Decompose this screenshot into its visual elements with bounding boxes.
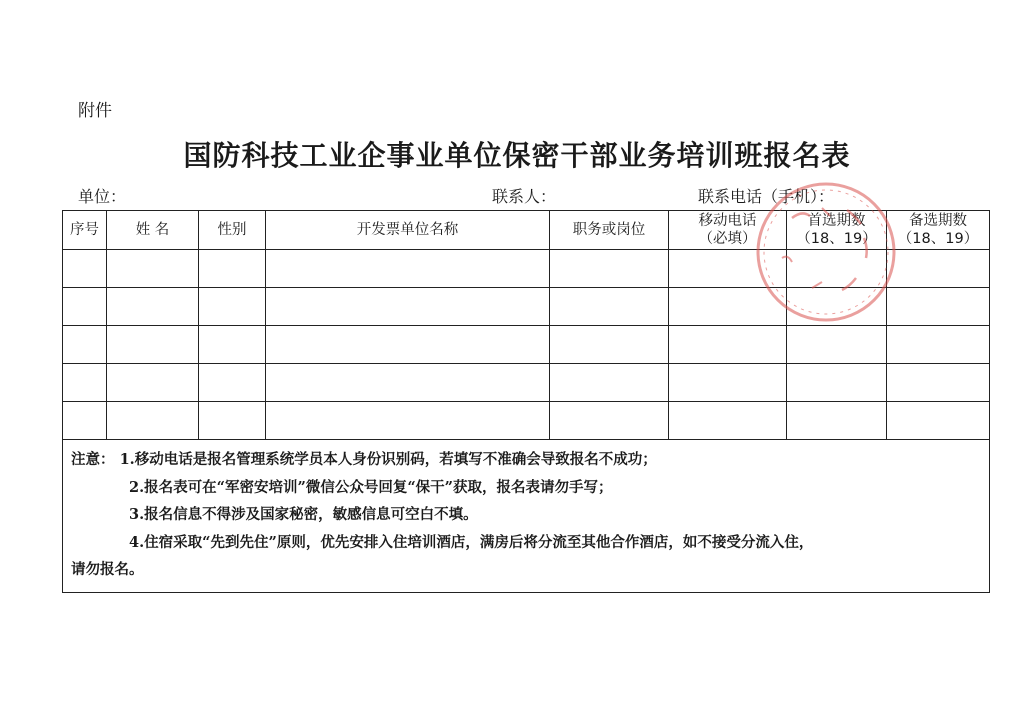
cell-name[interactable]	[107, 326, 199, 364]
note-item-1: 注意： 1.移动电话是报名管理系统学员本人身份识别码，若填写不准确会导致报名不成功；	[71, 451, 657, 468]
cell-gender[interactable]	[199, 402, 266, 440]
cell-position[interactable]	[550, 364, 669, 402]
col-header-first-choice: 首选期数 （18、19）	[787, 211, 887, 250]
note-item-4: 4.住宿采取“先到先住”原则，优先安排入住培训酒店，满房后将分流至其他合作酒店，如不接受分流入住，	[129, 533, 814, 551]
cell-position[interactable]	[550, 250, 669, 288]
col-header-name: 姓 名	[107, 211, 199, 250]
cell-first-choice[interactable]	[787, 326, 887, 364]
cell-gender[interactable]	[199, 288, 266, 326]
cell-name[interactable]	[107, 402, 199, 440]
cell-first-choice[interactable]	[787, 402, 887, 440]
cell-invoice-unit[interactable]	[266, 326, 550, 364]
registration-table	[62, 210, 990, 593]
note-item-4-continued: 请勿报名。	[71, 561, 144, 578]
unit-label: 单位：	[78, 187, 127, 206]
cell-gender[interactable]	[199, 326, 266, 364]
cell-gender[interactable]	[199, 250, 266, 288]
cell-mobile[interactable]	[669, 402, 787, 440]
cell-seq[interactable]	[63, 364, 107, 402]
attachment-label: 附件	[78, 101, 112, 121]
table-row	[63, 326, 990, 364]
col-header-invoice-unit: 开发票单位名称	[266, 211, 550, 250]
table-row	[63, 364, 990, 402]
cell-name[interactable]	[107, 364, 199, 402]
cell-second-choice[interactable]	[887, 250, 990, 288]
cell-invoice-unit[interactable]	[266, 288, 550, 326]
cell-position[interactable]	[550, 288, 669, 326]
col-header-gender: 性别	[199, 211, 266, 250]
cell-mobile[interactable]	[669, 364, 787, 402]
contact-person-label: 联系人：	[492, 187, 557, 206]
cell-first-choice[interactable]	[787, 288, 887, 326]
cell-second-choice[interactable]	[887, 364, 990, 402]
cell-invoice-unit[interactable]	[266, 402, 550, 440]
notes-row	[63, 440, 990, 593]
cell-seq[interactable]	[63, 326, 107, 364]
cell-seq[interactable]	[63, 288, 107, 326]
cell-seq[interactable]	[63, 250, 107, 288]
cell-name[interactable]	[107, 288, 199, 326]
note-item-2: 2.报名表可在“军密安培训”微信公众号回复“保干”获取，报名表请勿手写；	[129, 478, 613, 496]
cell-name[interactable]	[107, 250, 199, 288]
cell-invoice-unit[interactable]	[266, 364, 550, 402]
cell-position[interactable]	[550, 326, 669, 364]
contact-phone-label: 联系电话（手机）：	[698, 187, 835, 206]
col-header-position: 职务或岗位	[550, 211, 669, 250]
cell-mobile[interactable]	[669, 326, 787, 364]
table-row	[63, 288, 990, 326]
cell-invoice-unit[interactable]	[266, 250, 550, 288]
table-row	[63, 402, 990, 440]
col-header-seq: 序号	[63, 211, 107, 250]
cell-second-choice[interactable]	[887, 288, 990, 326]
cell-second-choice[interactable]	[887, 326, 990, 364]
cell-mobile[interactable]	[669, 250, 787, 288]
note-item-3: 3.报名信息不得涉及国家秘密，敏感信息可空白不填。	[129, 506, 478, 523]
col-header-second-choice: 备选期数 （18、19）	[887, 211, 990, 250]
cell-first-choice[interactable]	[787, 364, 887, 402]
cell-first-choice[interactable]	[787, 250, 887, 288]
cell-second-choice[interactable]	[887, 402, 990, 440]
col-header-mobile: 移动电话 （必填）	[669, 211, 787, 250]
table-row	[63, 250, 990, 288]
cell-seq[interactable]	[63, 402, 107, 440]
header-row	[63, 211, 990, 250]
cell-gender[interactable]	[199, 364, 266, 402]
notes-cell	[63, 440, 990, 593]
cell-mobile[interactable]	[669, 288, 787, 326]
cell-position[interactable]	[550, 402, 669, 440]
form-title: 国防科技工业企事业单位保密干部业务培训班报名表	[183, 139, 851, 172]
